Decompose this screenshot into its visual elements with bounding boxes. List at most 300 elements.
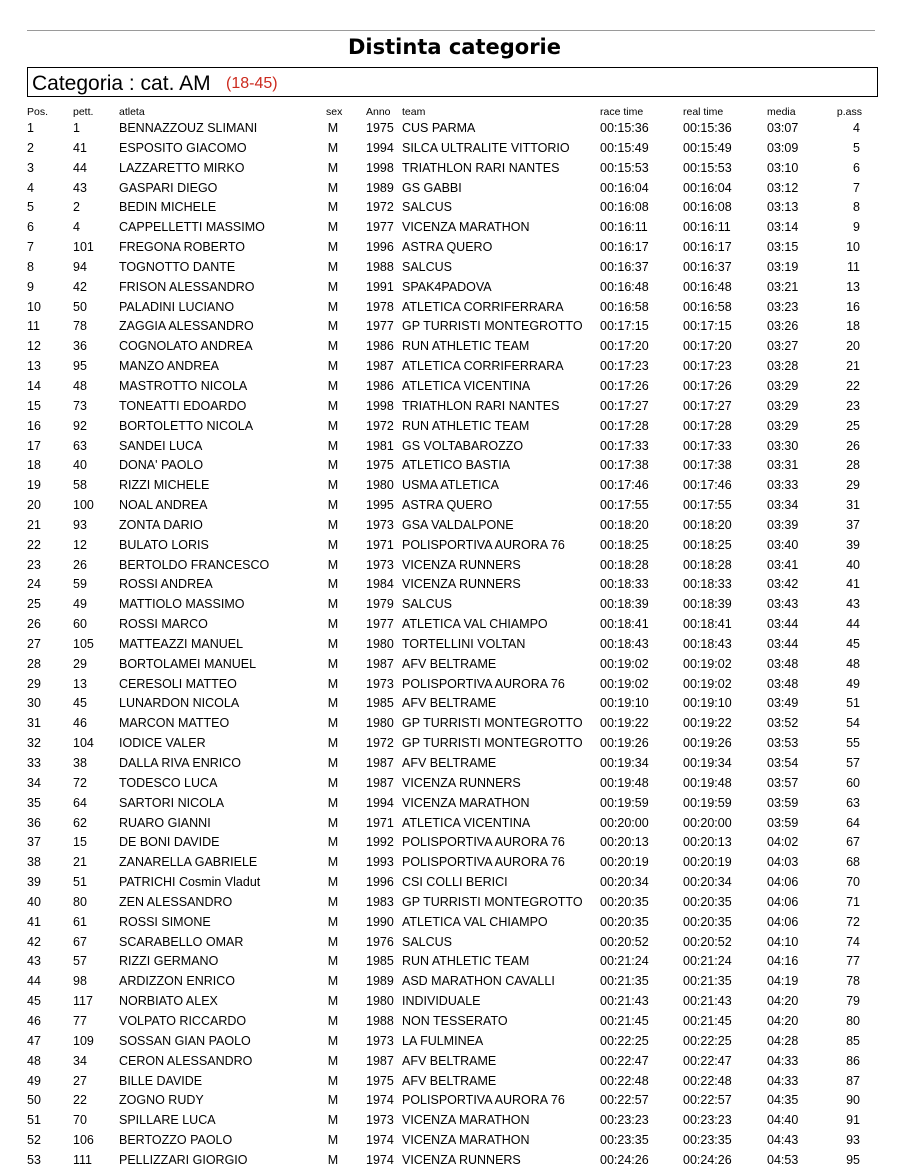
cell-atleta: ZEN ALESSANDRO <box>119 894 233 909</box>
table-row <box>0 536 909 556</box>
cell-media: 04:53 <box>767 1152 799 1167</box>
cell-anno: 1998 <box>366 398 394 413</box>
cell-team: VICENZA MARATHON <box>402 1133 530 1148</box>
cell-real-time: 00:19:26 <box>683 736 732 751</box>
header-pass: p.ass <box>836 106 862 118</box>
cell-pos: 18 <box>27 458 41 473</box>
cell-atleta: TONEATTI EDOARDO <box>119 398 247 413</box>
cell-pett: 12 <box>73 537 87 552</box>
table-row <box>0 873 909 893</box>
cell-atleta: GASPARI DIEGO <box>119 180 218 195</box>
cell-anno: 1989 <box>366 180 394 195</box>
cell-atleta: DONA' PAOLO <box>119 458 204 473</box>
cell-atleta: MATTIOLO MASSIMO <box>119 597 245 612</box>
table-row <box>0 1091 909 1111</box>
table-row <box>0 694 909 714</box>
cell-team: LA FULMINEA <box>402 1033 484 1048</box>
cell-media: 03:59 <box>767 815 799 830</box>
cell-pass: 95 <box>846 1152 860 1167</box>
cell-race-time: 00:17:20 <box>600 339 649 354</box>
cell-team: ATLETICO BASTIA <box>402 458 511 473</box>
cell-atleta: BULATO LORIS <box>119 537 209 552</box>
cell-team: POLISPORTIVA AURORA 76 <box>402 835 565 850</box>
cell-media: 04:33 <box>767 1053 799 1068</box>
cell-anno: 1985 <box>366 954 394 969</box>
cell-sex: M <box>327 855 339 870</box>
cell-media: 03:27 <box>767 339 799 354</box>
cell-pos: 5 <box>27 200 34 215</box>
cell-pass: 23 <box>846 398 860 413</box>
cell-pos: 20 <box>27 498 41 513</box>
cell-anno: 1989 <box>366 974 394 989</box>
cell-anno: 1973 <box>366 557 394 572</box>
cell-media: 03:14 <box>767 220 799 235</box>
table-row <box>0 317 909 337</box>
cell-atleta: DE BONI DAVIDE <box>119 835 220 850</box>
cell-race-time: 00:19:59 <box>600 795 649 810</box>
cell-race-time: 00:19:02 <box>600 676 649 691</box>
cell-team: SALCUS <box>402 934 453 949</box>
cell-anno: 1986 <box>366 378 394 393</box>
cell-pass: 74 <box>846 934 860 949</box>
cell-pett: 117 <box>73 994 93 1009</box>
header-real-time: real time <box>683 106 724 118</box>
cell-real-time: 00:19:02 <box>683 656 732 671</box>
cell-anno: 1994 <box>366 795 394 810</box>
cell-race-time: 00:17:55 <box>600 498 649 513</box>
cell-media: 03:54 <box>767 756 799 770</box>
cell-race-time: 00:19:22 <box>600 716 649 731</box>
cell-anno: 1980 <box>366 478 394 493</box>
table-row <box>0 913 909 933</box>
table-row <box>0 456 909 476</box>
table-row <box>0 397 909 417</box>
cell-atleta: ESPOSITO GIACOMO <box>119 140 247 155</box>
cell-pos: 36 <box>27 815 41 830</box>
cell-sex: M <box>327 458 339 473</box>
cell-race-time: 00:16:11 <box>600 220 648 235</box>
table-row <box>0 119 909 139</box>
cell-race-time: 00:20:00 <box>600 815 649 830</box>
cell-pett: 98 <box>73 974 87 989</box>
cell-sex: M <box>327 200 339 215</box>
cell-media: 04:40 <box>767 1113 799 1128</box>
table-row <box>0 1072 909 1092</box>
cell-anno: 1973 <box>366 517 394 532</box>
table-row <box>0 258 909 278</box>
cell-sex: M <box>327 339 339 354</box>
cell-team: ATLETICA CORRIFERRARA <box>402 359 564 374</box>
cell-media: 03:30 <box>767 438 799 453</box>
cell-media: 04:06 <box>767 894 799 909</box>
cell-pett: 101 <box>73 240 94 255</box>
cell-real-time: 00:20:52 <box>683 934 732 949</box>
cell-pett: 46 <box>73 716 87 731</box>
cell-pass: 60 <box>846 775 860 790</box>
cell-sex: M <box>327 1113 339 1128</box>
cell-atleta: ZAGGIA ALESSANDRO <box>119 319 254 334</box>
cell-team: AFV BELTRAME <box>402 696 497 711</box>
cell-anno: 1975 <box>366 458 394 473</box>
cell-race-time: 00:19:10 <box>600 696 649 711</box>
top-rule <box>27 30 875 31</box>
cell-anno: 1981 <box>366 438 394 453</box>
cell-media: 03:53 <box>767 736 799 751</box>
cell-race-time: 00:17:27 <box>600 398 649 413</box>
cell-real-time: 00:19:02 <box>683 676 732 691</box>
table-row <box>0 417 909 437</box>
cell-pass: 44 <box>846 617 860 632</box>
cell-pass: 20 <box>846 339 860 354</box>
cell-pos: 37 <box>27 835 41 850</box>
cell-pett: 80 <box>73 894 87 909</box>
cell-pass: 41 <box>846 577 860 592</box>
cell-pass: 87 <box>846 1073 860 1088</box>
cell-pass: 64 <box>846 815 860 830</box>
table-row <box>0 575 909 595</box>
cell-anno: 1992 <box>366 835 394 850</box>
cell-anno: 1993 <box>366 855 394 870</box>
cell-anno: 1984 <box>366 577 394 592</box>
cell-pass: 7 <box>853 180 860 195</box>
cell-race-time: 00:23:23 <box>600 1113 649 1128</box>
cell-atleta: RUARO GIANNI <box>119 815 211 830</box>
cell-media: 04:28 <box>767 1033 799 1048</box>
cell-sex: M <box>327 656 339 671</box>
cell-pos: 6 <box>27 220 34 235</box>
cell-sex: M <box>327 478 339 493</box>
cell-pass: 67 <box>846 835 860 850</box>
cell-atleta: ROSSI MARCO <box>119 617 208 632</box>
cell-pass: 77 <box>846 954 860 969</box>
cell-real-time: 00:20:00 <box>683 815 732 830</box>
category-box <box>27 67 878 97</box>
table-row <box>0 655 909 675</box>
cell-team: GS VOLTABAROZZO <box>402 438 524 453</box>
cell-sex: M <box>327 716 339 731</box>
cell-anno: 1977 <box>366 220 394 235</box>
cell-pett: 41 <box>73 140 87 155</box>
cell-pass: 26 <box>846 438 860 453</box>
cell-team: CUS PARMA <box>402 121 476 135</box>
cell-real-time: 00:15:53 <box>683 160 732 175</box>
cell-atleta: MASTROTTO NICOLA <box>119 378 248 393</box>
cell-team: SPAK4PADOVA <box>402 279 492 294</box>
cell-race-time: 00:17:15 <box>600 319 649 334</box>
cell-anno: 1974 <box>366 1093 394 1108</box>
cell-anno: 1988 <box>366 1013 394 1028</box>
cell-media: 03:26 <box>767 319 799 334</box>
cell-anno: 1973 <box>366 1033 394 1048</box>
cell-pos: 21 <box>27 517 41 532</box>
table-row <box>0 278 909 298</box>
cell-race-time: 00:16:37 <box>600 259 649 274</box>
cell-race-time: 00:16:17 <box>600 240 649 255</box>
cell-media: 04:16 <box>767 954 799 969</box>
cell-sex: M <box>327 160 339 175</box>
cell-pass: 68 <box>846 855 860 870</box>
cell-real-time: 00:19:22 <box>683 716 732 731</box>
cell-team: TRIATHLON RARI NANTES <box>402 398 560 413</box>
cell-pass: 93 <box>846 1133 860 1148</box>
cell-atleta: LAZZARETTO MIRKO <box>119 160 245 175</box>
page-title: Distinta categorie <box>348 35 561 59</box>
cell-pett: 48 <box>73 378 87 393</box>
cell-real-time: 00:15:49 <box>683 140 732 155</box>
cell-team: VICENZA RUNNERS <box>402 1152 521 1167</box>
table-row <box>0 198 909 218</box>
cell-race-time: 00:22:48 <box>600 1073 649 1088</box>
cell-pett: 13 <box>73 676 87 691</box>
table-row <box>0 179 909 199</box>
cell-real-time: 00:16:37 <box>683 259 732 274</box>
cell-pett: 4 <box>73 220 80 235</box>
cell-pett: 95 <box>73 359 87 374</box>
cell-real-time: 00:16:04 <box>683 180 732 195</box>
table-row <box>0 635 909 655</box>
cell-sex: M <box>327 934 339 949</box>
cell-team: AFV BELTRAME <box>402 1073 497 1088</box>
cell-pett: 58 <box>73 478 87 493</box>
cell-team: RUN ATHLETIC TEAM <box>402 339 530 354</box>
cell-team: CSI COLLI BERICI <box>402 875 508 890</box>
cell-sex: M <box>327 140 339 155</box>
cell-media: 03:40 <box>767 537 799 552</box>
cell-sex: M <box>327 498 339 513</box>
cell-pett: 100 <box>73 498 94 513</box>
cell-pos: 10 <box>27 299 41 314</box>
cell-media: 04:35 <box>767 1093 799 1108</box>
category-range: (18-45) <box>226 75 278 92</box>
cell-race-time: 00:18:33 <box>600 577 649 592</box>
cell-team: ASD MARATHON CAVALLI <box>402 974 555 989</box>
cell-pos: 40 <box>27 894 41 909</box>
cell-sex: M <box>327 557 339 572</box>
cell-anno: 1971 <box>366 537 394 552</box>
cell-race-time: 00:21:35 <box>600 974 649 989</box>
cell-pett: 77 <box>73 1013 87 1028</box>
table-row <box>0 595 909 615</box>
cell-pett: 106 <box>73 1133 94 1148</box>
cell-team: GP TURRISTI MONTEGROTTO <box>402 319 583 334</box>
cell-sex: M <box>327 1053 339 1068</box>
cell-anno: 1980 <box>366 716 394 731</box>
cell-pass: 29 <box>846 478 860 493</box>
cell-atleta: BERTOLDO FRANCESCO <box>119 557 270 572</box>
cell-pass: 55 <box>846 736 860 751</box>
cell-race-time: 00:20:34 <box>600 875 649 890</box>
cell-sex: M <box>327 279 339 294</box>
table-row <box>0 238 909 258</box>
cell-pass: 21 <box>846 359 860 374</box>
cell-sex: M <box>327 954 339 969</box>
cell-atleta: RIZZI MICHELE <box>119 478 210 493</box>
cell-pass: 80 <box>846 1013 860 1028</box>
cell-pett: 38 <box>73 756 87 770</box>
cell-sex: M <box>327 1133 339 1148</box>
cell-real-time: 00:17:23 <box>683 359 732 374</box>
cell-atleta: ZANARELLA GABRIELE <box>119 855 258 870</box>
cell-atleta: PATRICHI Cosmin Vladut <box>119 875 261 890</box>
cell-media: 04:03 <box>767 855 799 870</box>
cell-anno: 1995 <box>366 498 394 513</box>
cell-pett: 94 <box>73 259 87 274</box>
cell-media: 04:43 <box>767 1133 799 1148</box>
cell-sex: M <box>327 994 339 1009</box>
cell-pos: 22 <box>27 537 41 552</box>
cell-team: AFV BELTRAME <box>402 756 497 770</box>
cell-pass: 71 <box>846 894 860 909</box>
cell-atleta: PELLIZZARI GIORGIO <box>119 1152 248 1167</box>
cell-race-time: 00:17:46 <box>600 478 649 493</box>
cell-sex: M <box>327 299 339 314</box>
cell-real-time: 00:18:20 <box>683 517 732 532</box>
cell-anno: 1975 <box>366 1073 394 1088</box>
cell-anno: 1976 <box>366 934 394 949</box>
cell-team: SALCUS <box>402 259 453 274</box>
cell-pos: 12 <box>27 339 41 354</box>
cell-anno: 1980 <box>366 994 394 1009</box>
cell-media: 03:44 <box>767 617 799 632</box>
cell-pass: 40 <box>846 557 860 572</box>
table-row <box>0 1012 909 1032</box>
cell-atleta: SARTORI NICOLA <box>119 795 225 810</box>
cell-atleta: TODESCO LUCA <box>119 775 218 790</box>
cell-race-time: 00:17:28 <box>600 418 649 433</box>
cell-media: 03:13 <box>767 200 799 215</box>
cell-atleta: ZOGNO RUDY <box>119 1093 204 1108</box>
cell-sex: M <box>327 378 339 393</box>
cell-anno: 1996 <box>366 240 394 255</box>
cell-pos: 29 <box>27 676 41 691</box>
cell-atleta: FREGONA ROBERTO <box>119 240 245 255</box>
cell-team: POLISPORTIVA AURORA 76 <box>402 676 565 691</box>
cell-team: RUN ATHLETIC TEAM <box>402 418 530 433</box>
cell-atleta: BEDIN MICHELE <box>119 200 217 215</box>
cell-atleta: CAPPELLETTI MASSIMO <box>119 220 265 235</box>
table-row <box>0 1052 909 1072</box>
cell-anno: 1974 <box>366 1152 394 1167</box>
cell-real-time: 00:16:58 <box>683 299 732 314</box>
cell-race-time: 00:15:53 <box>600 160 649 175</box>
cell-pass: 22 <box>846 378 860 393</box>
cell-pos: 41 <box>27 914 41 929</box>
cell-pett: 111 <box>73 1152 93 1167</box>
cell-media: 03:42 <box>767 577 799 592</box>
cell-media: 03:10 <box>767 160 799 175</box>
cell-real-time: 00:21:45 <box>683 1013 732 1028</box>
cell-race-time: 00:15:49 <box>600 140 649 155</box>
cell-sex: M <box>327 438 339 453</box>
cell-sex: M <box>327 756 339 770</box>
header-pett: pett. <box>73 106 94 118</box>
cell-atleta: CERESOLI MATTEO <box>119 676 237 691</box>
cell-anno: 1975 <box>366 121 394 135</box>
cell-pass: 49 <box>846 676 860 691</box>
cell-sex: M <box>327 914 339 929</box>
cell-team: ATLETICA CORRIFERRARA <box>402 299 564 314</box>
cell-media: 04:33 <box>767 1073 799 1088</box>
header-sex: sex <box>326 106 343 118</box>
table-row <box>0 159 909 179</box>
cell-real-time: 00:16:11 <box>683 220 731 235</box>
cell-pos: 43 <box>27 954 41 969</box>
cell-pos: 46 <box>27 1013 41 1028</box>
cell-pett: 104 <box>73 736 94 751</box>
cell-anno: 1983 <box>366 894 394 909</box>
table-row <box>0 437 909 457</box>
cell-atleta: MANZO ANDREA <box>119 359 220 374</box>
cell-sex: M <box>327 696 339 711</box>
cell-sex: M <box>327 795 339 810</box>
cell-media: 04:20 <box>767 1013 799 1028</box>
cell-pett: 70 <box>73 1113 87 1128</box>
cell-pett: 109 <box>73 1033 94 1048</box>
cell-atleta: ZONTA DARIO <box>119 517 203 532</box>
table-row <box>0 933 909 953</box>
table-row <box>0 774 909 794</box>
table-row <box>0 814 909 834</box>
cell-team: VICENZA RUNNERS <box>402 775 521 790</box>
cell-pett: 59 <box>73 577 87 592</box>
table-row <box>0 1111 909 1131</box>
cell-anno: 1987 <box>366 1053 394 1068</box>
cell-team: ATLETICA VICENTINA <box>402 815 531 830</box>
cell-pos: 34 <box>27 775 41 790</box>
cell-pos: 1 <box>27 121 34 135</box>
cell-media: 03:31 <box>767 458 799 473</box>
table-row <box>0 714 909 734</box>
cell-pos: 51 <box>27 1113 41 1128</box>
cell-pos: 50 <box>27 1093 41 1108</box>
cell-real-time: 00:22:48 <box>683 1073 732 1088</box>
cell-media: 03:09 <box>767 140 799 155</box>
cell-real-time: 00:20:13 <box>683 835 732 850</box>
table-row <box>0 1032 909 1052</box>
cell-race-time: 00:20:35 <box>600 914 649 929</box>
cell-race-time: 00:18:25 <box>600 537 649 552</box>
cell-race-time: 00:19:48 <box>600 775 649 790</box>
cell-pass: 4 <box>853 121 860 135</box>
table-row <box>0 952 909 972</box>
cell-pett: 15 <box>73 835 87 850</box>
cell-atleta: RIZZI GERMANO <box>119 954 219 969</box>
cell-race-time: 00:21:45 <box>600 1013 649 1028</box>
cell-media: 03:23 <box>767 299 799 314</box>
cell-media: 03:52 <box>767 716 799 731</box>
cell-real-time: 00:17:28 <box>683 418 732 433</box>
cell-media: 03:07 <box>767 121 799 135</box>
cell-real-time: 00:21:43 <box>683 994 732 1009</box>
cell-sex: M <box>327 1013 339 1028</box>
cell-anno: 1977 <box>366 617 394 632</box>
cell-sex: M <box>327 835 339 850</box>
cell-real-time: 00:18:28 <box>683 557 732 572</box>
cell-race-time: 00:18:41 <box>600 617 649 632</box>
cell-pos: 26 <box>27 617 41 632</box>
cell-pass: 48 <box>846 656 860 671</box>
cell-sex: M <box>327 537 339 552</box>
cell-race-time: 00:19:26 <box>600 736 649 751</box>
cell-anno: 1994 <box>366 140 394 155</box>
header-pos: Pos. <box>27 106 49 118</box>
cell-team: ATLETICA VAL CHIAMPO <box>402 617 548 632</box>
cell-anno: 1987 <box>366 756 394 770</box>
cell-team: ASTRA QUERO <box>402 498 493 513</box>
category-label: Categoria : cat. AM <box>32 72 211 95</box>
cell-media: 03:33 <box>767 478 799 493</box>
cell-pett: 42 <box>73 279 87 294</box>
